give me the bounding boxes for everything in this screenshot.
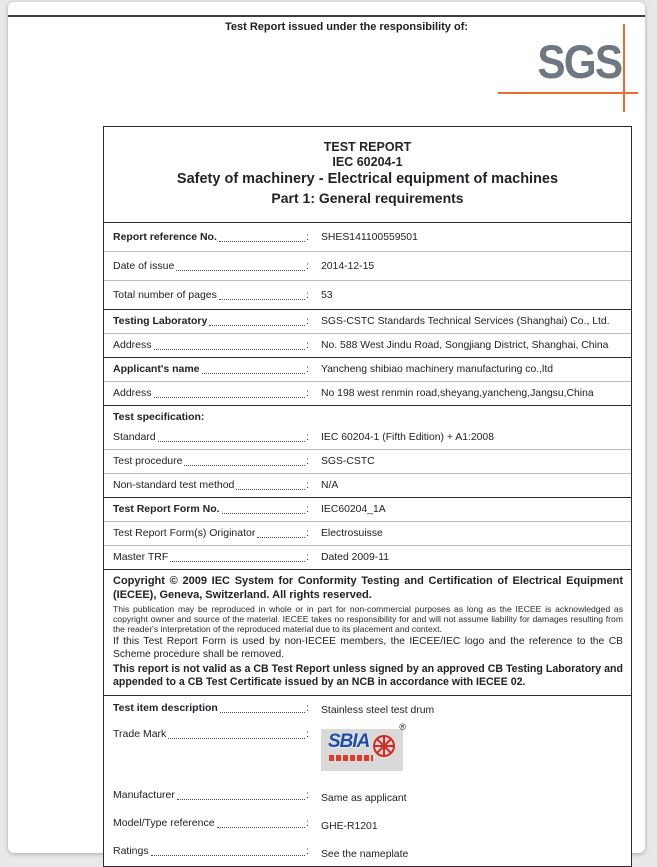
field-row-applicant-name [104, 358, 631, 381]
field-label: Non-standard test method [113, 479, 235, 491]
trademark-chinese-text [329, 755, 373, 761]
dotted-leader [154, 386, 306, 398]
registered-trademark-symbol: ® [399, 722, 406, 732]
field-row-total-pages [104, 280, 631, 309]
field-row-testing-laboratory [104, 310, 631, 333]
field-value: SGS-CSTC Standards Technical Services (Shanghai) Co., Ltd. [321, 316, 610, 327]
field-label: Test Report Form No. [113, 503, 220, 515]
colon: : [306, 259, 309, 272]
field-value: IEC60204_1A [321, 504, 386, 515]
field-row-standard [104, 426, 631, 449]
field-value: Electrosuisse [321, 528, 383, 539]
dotted-leader [168, 727, 305, 739]
field-row-test-procedure [104, 449, 631, 473]
field-row-lab-address [104, 333, 631, 357]
sgs-logo-horizontal-line [498, 92, 638, 94]
colon: : [306, 702, 309, 714]
test-specification-heading: Test specification: [113, 411, 205, 423]
sgs-logo-vertical-line [623, 24, 625, 112]
field-row-test-item-description [104, 696, 631, 723]
section-applicant [104, 357, 631, 405]
colon: : [306, 288, 309, 301]
field-value: No 198 west renmin road,sheyang,yancheng,Jangsu,China [321, 388, 594, 399]
sgs-logo-text: SGS [537, 35, 621, 88]
field-label: Test Report Form(s) Originator [113, 527, 256, 539]
field-label: Date of issue [113, 259, 175, 272]
field-label: Report reference No. [113, 230, 217, 243]
scanned-report-page [8, 2, 645, 860]
copyright-removal-note: If this Test Report Form is used by non-IECEE members, the IECEE/IEC logo and the reference to the CB Scheme procedure shall be removed. [113, 636, 623, 660]
dotted-leader [220, 701, 305, 713]
field-value: See the nameplate [321, 849, 409, 860]
colon: : [306, 503, 309, 515]
field-row-trf-originator [104, 521, 631, 545]
report-table [103, 126, 632, 867]
dotted-leader [219, 288, 305, 300]
sbia-trademark-logo [321, 722, 406, 771]
copyright-fine-print: This publication may be reproduced in whole or in part for non-commercial purposes as long as the IECEE is acknowledged as copyright owner and source of the material. IECEE takes no responsibility for and will not assume liability for damages resulting from the reader's interpretation of the reproduced material due to its placement and context. [113, 604, 623, 634]
field-label: Model/Type reference [113, 817, 215, 829]
standard-number: IEC 60204-1 [332, 155, 403, 169]
field-row-date-of-issue [104, 251, 631, 280]
field-label: Ratings [113, 845, 149, 857]
field-value: GHE-R1201 [321, 821, 378, 832]
dotted-leader [219, 230, 305, 242]
dotted-leader [176, 259, 305, 271]
field-row-model-type [104, 812, 631, 840]
dotted-leader [154, 338, 306, 350]
page-top-rule [8, 15, 645, 17]
dotted-leader [236, 478, 305, 490]
copyright-bold-notice: This report is not valid as a CB Test Report unless signed by an approved CB Testing Laboratory and appended to a CB Test Certificate issued by an NCB in accordance with IECEE 02. [113, 663, 623, 688]
field-value: N/A [321, 480, 339, 491]
trademark-wheel-icon [372, 734, 396, 758]
colon: : [306, 789, 309, 801]
field-label: Testing Laboratory [113, 315, 208, 327]
field-label: Address [113, 387, 152, 399]
dotted-leader [158, 430, 305, 442]
field-label: Master TRF [113, 551, 169, 563]
section-test-report-form [104, 497, 631, 569]
field-row-master-trf [104, 545, 631, 569]
section-test-item [104, 695, 631, 866]
dotted-leader [217, 816, 306, 828]
dotted-leader [209, 314, 305, 326]
field-value: 2014-12-15 [321, 260, 375, 272]
dotted-leader [257, 526, 305, 538]
field-value: SHES141100559501 [321, 231, 418, 243]
section-report-reference [104, 222, 631, 309]
field-value: Dated 2009-11 [321, 552, 389, 563]
colon: : [306, 728, 309, 740]
field-value: Stainless steel test drum [321, 705, 435, 716]
dotted-leader [170, 550, 305, 562]
colon: : [306, 845, 309, 857]
field-label: Standard [113, 431, 156, 443]
field-value: Yancheng shibiao machinery manufacturing co.,ltd [321, 364, 553, 375]
dotted-leader [184, 454, 305, 466]
colon: : [306, 551, 309, 563]
colon: : [306, 363, 309, 375]
section-test-specification [104, 405, 631, 497]
colon: : [306, 817, 309, 829]
copyright-bold-intro: Copyright © 2009 IEC System for Conformity Testing and Certification of Electrical Equipment (IECEE), Geneva, Switzerland. All rights reserved. [113, 575, 623, 601]
field-row-trade-mark [104, 723, 631, 779]
issuer-note: Test Report issued under the responsibility of: [224, 21, 469, 33]
colon: : [306, 431, 309, 443]
section-testing-laboratory [104, 309, 631, 357]
field-label: Test item description [113, 702, 218, 714]
field-label: Test procedure [113, 455, 183, 467]
field-label: Manufacturer [113, 789, 175, 801]
dotted-leader [202, 362, 306, 374]
field-row-non-standard-method [104, 473, 631, 497]
field-label: Address [113, 339, 152, 351]
field-row-report-reference [104, 223, 631, 251]
field-label: Applicant's name [113, 363, 200, 375]
colon: : [306, 479, 309, 491]
field-value: 53 [321, 289, 333, 301]
title-block [104, 127, 631, 222]
standard-name: Safety of machinery - Electrical equipment of machines [176, 171, 559, 187]
trademark-name: SBIA [328, 731, 370, 752]
colon: : [306, 315, 309, 327]
dotted-leader [177, 788, 305, 800]
field-row-ratings [104, 840, 631, 866]
colon: : [306, 455, 309, 467]
sgs-logo [498, 30, 638, 114]
colon: : [306, 387, 309, 399]
field-label: Trade Mark [113, 728, 167, 740]
colon: : [306, 339, 309, 351]
standard-part: Part 1: General requirements [271, 190, 464, 206]
field-value: No. 588 West Jindu Road, Songjiang District, Shanghai, China [321, 340, 609, 351]
field-value: Same as applicant [321, 793, 407, 804]
copyright-section [104, 569, 631, 695]
field-label: Total number of pages [113, 288, 217, 301]
field-row-applicant-address [104, 381, 631, 405]
dotted-leader [151, 844, 305, 856]
field-row-trf-no [104, 498, 631, 521]
field-value: IEC 60204-1 (Fifth Edition) + A1:2008 [321, 432, 494, 443]
colon: : [306, 527, 309, 539]
field-row-manufacturer [104, 779, 631, 812]
report-title: TEST REPORT [323, 140, 412, 154]
field-value: SGS-CSTC [321, 456, 375, 467]
colon: : [306, 230, 309, 243]
dotted-leader [222, 502, 306, 514]
